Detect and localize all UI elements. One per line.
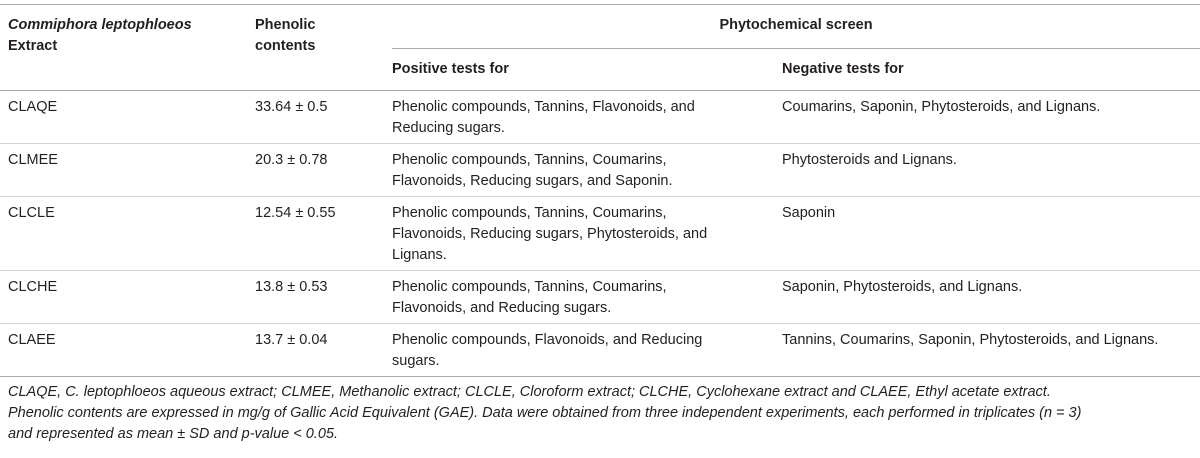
cell-positive-line: Flavonoids, Reducing sugars, and Saponin.: [392, 173, 673, 189]
cell-negative: [782, 91, 1200, 144]
cell-positive-line: sugars.: [392, 353, 440, 369]
cell-positive-line: Phenolic compounds, Tannins, Coumarins,: [392, 152, 667, 168]
cell-positive-line: Reducing sugars.: [392, 120, 505, 136]
cell-positive-line: Phenolic compounds, Tannins, Coumarins,: [392, 205, 667, 221]
table-body: [0, 91, 1200, 377]
cell-extract: CLAQE: [0, 91, 255, 144]
header-positive-tests: Positive tests for: [392, 49, 782, 91]
table-header: [0, 5, 1200, 91]
cell-positive: [392, 144, 782, 197]
cell-phenolic: 13.7 ± 0.04: [255, 324, 392, 377]
cell-negative: [782, 271, 1200, 324]
table-footnote: [8, 382, 1193, 445]
table-row: [0, 324, 1200, 377]
footnote-line: and represented as mean ± SD and p-value < 0.05.: [8, 426, 338, 442]
table-row: [0, 271, 1200, 324]
table-row: [0, 91, 1200, 144]
header-phytochemical-screen: Phytochemical screen: [392, 5, 1200, 49]
cell-phenolic: 33.64 ± 0.5: [255, 91, 392, 144]
cell-negative: [782, 324, 1200, 377]
cell-negative-line: Phytosteroids and Lignans.: [782, 152, 957, 168]
cell-positive-line: Phenolic compounds, Tannins, Coumarins,: [392, 279, 667, 295]
cell-extract: CLAEE: [0, 324, 255, 377]
header-phenolic-line2: contents: [255, 38, 316, 54]
cell-positive-line: Flavonoids, and Reducing sugars.: [392, 300, 612, 316]
cell-positive: [392, 324, 782, 377]
cell-positive: [392, 197, 782, 271]
header-extract: [0, 5, 255, 91]
table-row: [0, 197, 1200, 271]
cell-positive: [392, 91, 782, 144]
header-phenolic-line1: Phenolic: [255, 17, 316, 33]
cell-positive-line: Lignans.: [392, 247, 447, 263]
cell-negative-line: Tannins, Coumarins, Saponin, Phytosteroids, and Lignans.: [782, 332, 1159, 348]
cell-negative-line: Saponin, Phytosteroids, and Lignans.: [782, 279, 1023, 295]
cell-extract: CLMEE: [0, 144, 255, 197]
cell-negative: [782, 197, 1200, 271]
cell-positive-line: Phenolic compounds, Tannins, Flavonoids, and: [392, 99, 695, 115]
cell-phenolic: 13.8 ± 0.53: [255, 271, 392, 324]
header-phenolic: [255, 5, 392, 91]
cell-negative: [782, 144, 1200, 197]
cell-extract: CLCLE: [0, 197, 255, 271]
cell-extract: CLCHE: [0, 271, 255, 324]
header-species-name: Commiphora leptophloeos: [8, 17, 192, 33]
footnote-line: Phenolic contents are expressed in mg/g of Gallic Acid Equivalent (GAE). Data were obtained from three independent experiments, each performed in triplicates (n = 3): [8, 405, 1082, 421]
cell-positive-line: Flavonoids, Reducing sugars, Phytosteroids, and: [392, 226, 708, 242]
cell-positive-line: Phenolic compounds, Flavonoids, and Reducing: [392, 332, 703, 348]
cell-phenolic: 20.3 ± 0.78: [255, 144, 392, 197]
cell-positive: [392, 271, 782, 324]
header-extract-label: Extract: [8, 38, 58, 54]
cell-negative-line: Saponin: [782, 205, 836, 221]
header-negative-tests: Negative tests for: [782, 49, 1200, 91]
header-row-1: [0, 5, 1200, 49]
footnote-line: CLAQE, C. leptophloeos aqueous extract; CLMEE, Methanolic extract; CLCLE, Cloroform extract; CLCHE, Cyclohexane extract and CLAEE, Ethyl acetate extract.: [8, 384, 1051, 400]
phytochemical-table: [0, 4, 1200, 377]
cell-negative-line: Coumarins, Saponin, Phytosteroids, and Lignans.: [782, 99, 1101, 115]
table-row: [0, 144, 1200, 197]
cell-phenolic: 12.54 ± 0.55: [255, 197, 392, 271]
